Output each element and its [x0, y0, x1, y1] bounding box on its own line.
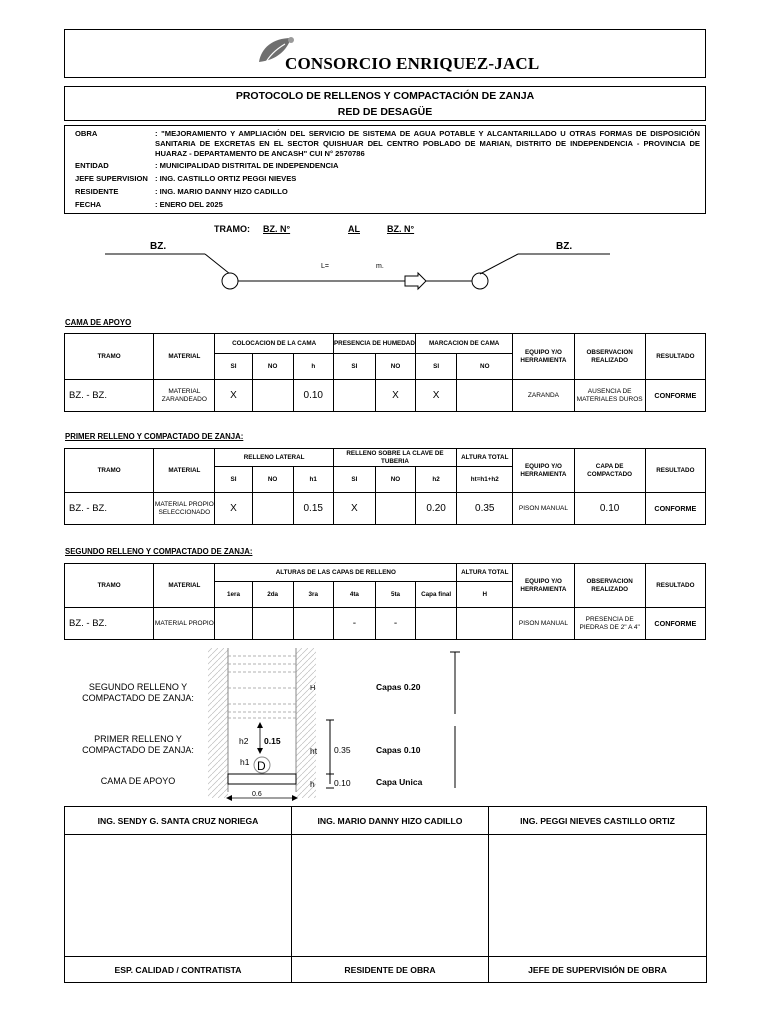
info-value-residente: : ING. MARIO DANNY HIZO CADILLO [155, 187, 288, 196]
diagram-h2-val: 0.15 [264, 736, 281, 746]
header-capa: CAPA DE COMPACTADO [574, 449, 645, 493]
header-ht: ht=h1+h2 [457, 467, 513, 493]
cell-resultado: CONFORME [645, 493, 705, 525]
header-equipo: EQUIPO Y/O HERRAMIENTA [513, 564, 574, 608]
header-resultado: RESULTADO [645, 564, 705, 608]
cell-observacion: PRESENCIA DE PIEDRAS DE 2" A 4" [574, 608, 645, 640]
cell-equipo: ZARANDA [513, 380, 574, 412]
header-altura: ALTURA TOTAL [457, 564, 513, 582]
header-lateral: RELLENO LATERAL [215, 449, 333, 467]
signature-table [64, 806, 707, 983]
info-value-obra: : "MEJORAMIENTO Y AMPLIACIÓN DEL SERVICIO DE SISTEMA DE AGUA POTABLE Y ALCANTARILLADO U OTRAS FORMAS DE DISPOSICIÓN SANITARIA DE EXCRETAS EN EL SECTOR QUISHUAR DEL CENTRO POBLADO DE MARIAN, DISTRITO DE INDEPENDENCIA - PROVINCIA DE HUARAZ - DEPARTAMENTO DE ANCASH" CUI N° 2570786 [155, 129, 700, 158]
cell-equipo: PISON MANUAL [513, 608, 574, 640]
header-H: H [457, 582, 513, 608]
info-value-fecha: : ENERO DEL 2025 [155, 200, 223, 209]
capas-segundo: Capas 0.20 [376, 682, 421, 692]
cell-cf [416, 608, 457, 640]
header-observacion: OBSERVACION REALIZADO [574, 564, 645, 608]
cell-h: 0.10 [293, 380, 333, 412]
cell-h1: 0.15 [293, 493, 333, 525]
logo-box [64, 29, 706, 78]
info-box [64, 125, 706, 214]
diagram-ht-val: 0.35 [334, 745, 351, 755]
company-name: CONSORCIO ENRIQUEZ-JACL [285, 54, 540, 73]
diagram-primer-label: PRIMER RELLENO Y COMPACTADO DE ZANJA: [82, 734, 194, 755]
header-si: SI [333, 354, 375, 380]
manhole-right-icon [472, 273, 488, 289]
cell-c3 [293, 608, 333, 640]
header-resultado: RESULTADO [645, 334, 705, 380]
tramo-al: AL [348, 224, 360, 234]
title-box [64, 86, 706, 121]
header-material: MATERIAL [154, 334, 215, 380]
diagram-h: h [310, 779, 315, 789]
header-no: NO [375, 354, 415, 380]
primer-table [64, 448, 706, 525]
cell-c4: - [333, 608, 375, 640]
cell-hum-si [333, 380, 375, 412]
header-si: SI [215, 354, 252, 380]
header-marcacion: MARCACION DE CAMA [416, 334, 513, 354]
signer-name-3: ING. PEGGI NIEVES CASTILLO ORTIZ [489, 807, 707, 835]
diagram-h1: h1 [240, 757, 250, 767]
header-tramo: TRAMO [65, 564, 154, 608]
cell-equipo: PISON MANUAL [513, 493, 574, 525]
cell-material: MATERIAL PROPIO [154, 608, 215, 640]
cama-title: CAMA DE APOYO [65, 318, 132, 327]
cell-lat-si: X [215, 493, 252, 525]
cell-c2 [252, 608, 293, 640]
header-equipo: EQUIPO Y/O HERRAMIENTA [513, 334, 574, 380]
protocol-subtitle: RED DE DESAGÜE [337, 106, 433, 118]
header-h1: h1 [293, 467, 333, 493]
cell-material: MATERIAL PROPIO SELECCIONADO [154, 493, 215, 525]
header-h2: h2 [416, 467, 457, 493]
cell-tramo: BZ. - BZ. [65, 380, 154, 412]
header-tramo: TRAMO [65, 334, 154, 380]
cama-table [64, 333, 706, 412]
cell-cla-si: X [333, 493, 375, 525]
cell-cla-no [375, 493, 415, 525]
info-label-obra: OBRA [75, 129, 98, 138]
cell-material: MATERIAL ZARANDEADO [154, 380, 215, 412]
header-c3: 3ra [293, 582, 333, 608]
header-no: NO [252, 354, 293, 380]
diagram-width: 0.6 [252, 791, 262, 798]
header-humedad: PRESENCIA DE HUMEDAD [333, 334, 415, 354]
header-c5: 5ta [375, 582, 415, 608]
diagram-cama-label: CAMA DE APOYO [100, 776, 176, 786]
signer-name-2: ING. MARIO DANNY HIZO CADILLO [292, 807, 489, 835]
header-si: SI [416, 354, 457, 380]
header-colocacion: COLOCACION DE LA CAMA [215, 334, 333, 354]
signature-space-2 [292, 835, 489, 957]
header-c1: 1era [215, 582, 252, 608]
cell-resultado: CONFORME [645, 380, 705, 412]
header-si: SI [215, 467, 252, 493]
bz-right-label: BZ. [556, 241, 573, 252]
diagram-pipe-D: D [257, 759, 266, 773]
cell-col-no [252, 380, 293, 412]
header-no: NO [375, 467, 415, 493]
diagram-h-val: 0.10 [334, 778, 351, 788]
header-equipo: EQUIPO Y/O HERRAMIENTA [513, 449, 574, 493]
length-label: L= [321, 263, 329, 270]
flow-arrow-icon [405, 273, 426, 289]
info-value-jefe: : ING. CASTILLO ORTIZ PEGGI NIEVES [155, 174, 297, 183]
bz-left-label: BZ. [150, 241, 167, 252]
diagram-H: H [310, 683, 316, 692]
header-material: MATERIAL [154, 564, 215, 608]
tramo-label: TRAMO: [214, 224, 250, 234]
cell-lat-no [252, 493, 293, 525]
header-clave: RELLENO SOBRE LA CLAVE DE TUBERIA [333, 449, 456, 467]
header-material: MATERIAL [154, 449, 215, 493]
cell-c5: - [375, 608, 415, 640]
segundo-title: SEGUNDO RELLENO Y COMPACTADO DE ZANJA: [65, 547, 253, 556]
header-c4: 4ta [333, 582, 375, 608]
cell-capa: 0.10 [574, 493, 645, 525]
tramo-to: BZ. N° [387, 224, 415, 234]
cell-mar-no [457, 380, 513, 412]
diagram-ht: ht [310, 746, 318, 756]
signer-name-1: ING. SENDY G. SANTA CRUZ NORIEGA [65, 807, 292, 835]
header-no: NO [457, 354, 513, 380]
info-value-entidad: : MUNICIPALIDAD DISTRITAL DE INDEPENDENCIA [155, 161, 339, 170]
signature-space-1 [65, 835, 292, 957]
signature-space-3 [489, 835, 707, 957]
protocol-title: PROTOCOLO DE RELLENOS Y COMPACTACIÓN DE ZANJA [235, 90, 535, 102]
info-label-residente: RESIDENTE [75, 187, 119, 196]
cell-tramo: BZ. - BZ. [65, 608, 154, 640]
length-unit: m. [376, 263, 384, 270]
cell-mar-si: X [416, 380, 457, 412]
tramo-from: BZ. N° [263, 224, 291, 234]
cell-tramo: BZ. - BZ. [65, 493, 154, 525]
header-h: h [293, 354, 333, 380]
info-label-entidad: ENTIDAD [75, 161, 109, 170]
cell-h2: 0.20 [416, 493, 457, 525]
diagram-segundo-label: SEGUNDO RELLENO Y COMPACTADO DE ZANJA: [82, 682, 194, 703]
cell-H [457, 608, 513, 640]
header-cf: Capa final [416, 582, 457, 608]
signer-role-2: RESIDENTE DE OBRA [292, 957, 489, 983]
cell-resultado: CONFORME [645, 608, 705, 640]
manhole-left-icon [222, 273, 238, 289]
capas-primer: Capas 0.10 [376, 745, 421, 755]
info-table [75, 129, 700, 213]
cell-ht: 0.35 [457, 493, 513, 525]
header-no: NO [252, 467, 293, 493]
info-label-jefe: JEFE SUPERVISION [75, 174, 148, 183]
header-resultado: RESULTADO [645, 449, 705, 493]
signer-role-1: ESP. CALIDAD / CONTRATISTA [65, 957, 292, 983]
diagram-h2: h2 [239, 736, 249, 746]
info-label-fecha: FECHA [75, 200, 102, 209]
primer-title: PRIMER RELLENO Y COMPACTADO DE ZANJA: [65, 432, 244, 441]
header-altura: ALTURA TOTAL [457, 449, 513, 467]
cell-c1 [215, 608, 252, 640]
signer-role-3: JEFE DE SUPERVISIÓN DE OBRA [489, 957, 707, 983]
header-alturas: ALTURAS DE LAS CAPAS DE RELLENO [215, 564, 457, 582]
capa-unica: Capa Unica [376, 777, 423, 787]
cell-col-si: X [215, 380, 252, 412]
header-si: SI [333, 467, 375, 493]
segundo-table [64, 563, 706, 640]
header-c2: 2da [252, 582, 293, 608]
header-tramo: TRAMO [65, 449, 154, 493]
header-observacion: OBSERVACION REALIZADO [574, 334, 645, 380]
tramo-diagram [100, 246, 660, 296]
cell-observacion: AUSENCIA DE MATERIALES DUROS [574, 380, 645, 412]
cell-hum-no: X [375, 380, 415, 412]
